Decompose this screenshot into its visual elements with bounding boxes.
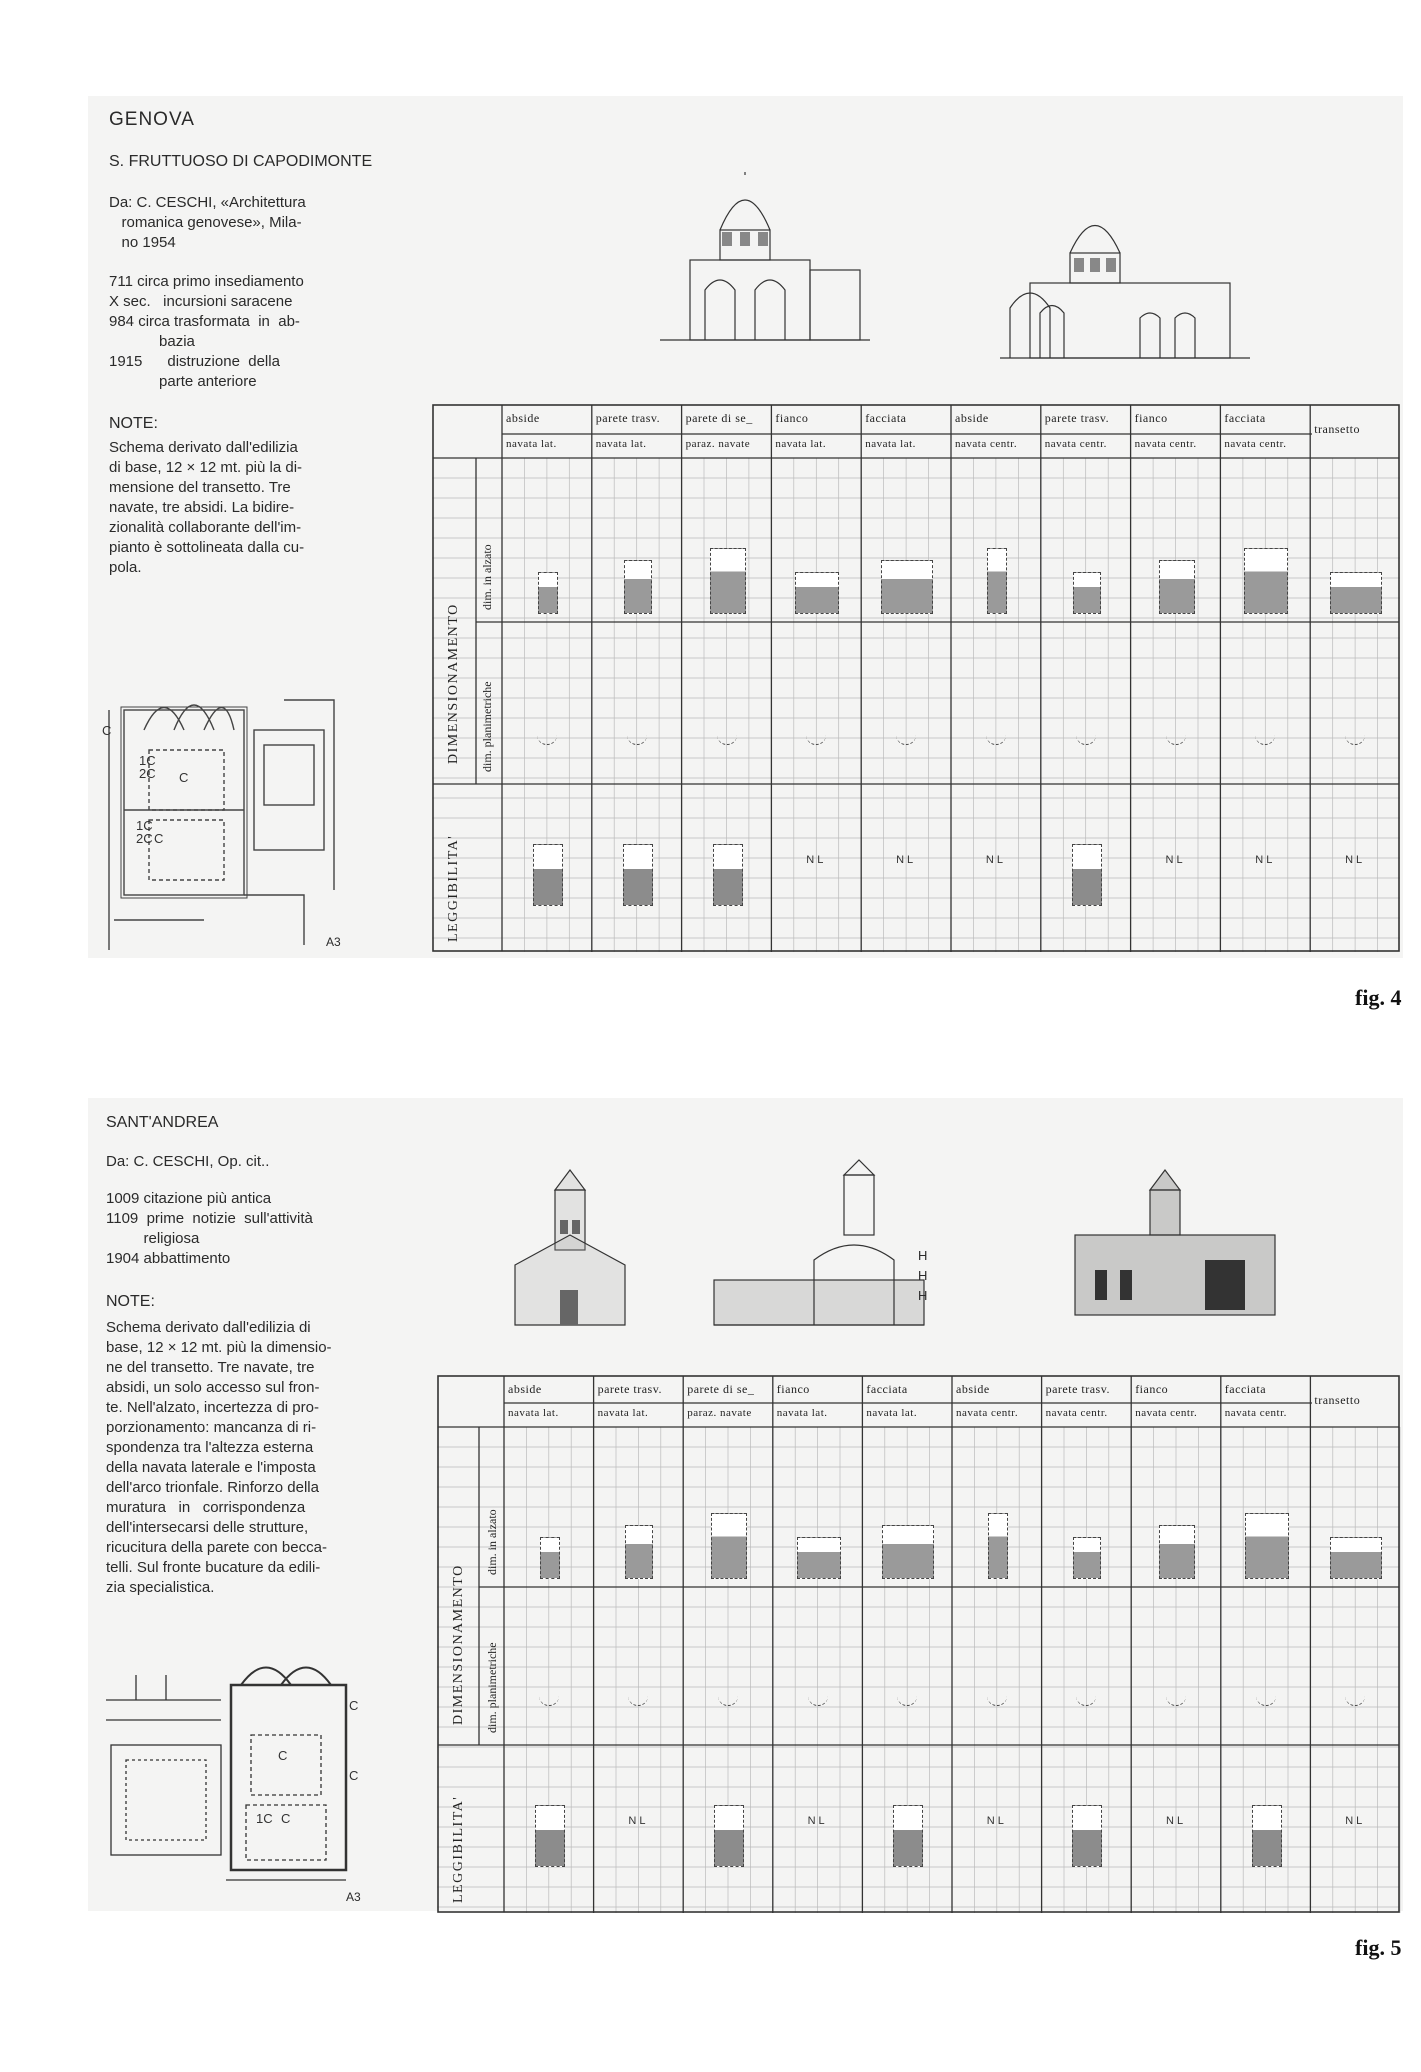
column-header-top: abside <box>508 1382 542 1396</box>
plan2-mark-c2: C <box>278 1748 288 1763</box>
elevation-drawing-right <box>1000 198 1250 368</box>
column-header-bottom: navata lat. <box>775 438 827 450</box>
elevation-glyph <box>1244 548 1288 614</box>
column-header-bottom: navata lat. <box>595 438 647 450</box>
row-label-legibility: LEGGIBILITA' <box>451 1795 466 1903</box>
plan-mark-2c: 2C <box>139 766 156 781</box>
row-label-dimensioning: DIMENSIONAMENTO <box>446 603 461 764</box>
column-header-top: parete trasv. <box>1044 411 1110 425</box>
column-header-bottom: navata centr. <box>1044 438 1107 450</box>
plan-mark-c3: C <box>154 831 164 846</box>
column-header-top: parete trasv. <box>1045 1382 1110 1396</box>
history-chronology: 711 circa primo insediamento X sec. incursioni saracene 984 circa trasformata in ab- bazia 1915 distruzione della parte anteriore <box>109 273 304 390</box>
elevation-glyph <box>988 1513 1008 1579</box>
church-title: S. FRUTTUOSO DI CAPODIMONTE <box>109 153 373 170</box>
history-chronology-2: 1009 citazione più antica 1109 prime notizie sull'attività religiosa 1904 abbattimento <box>106 1190 313 1267</box>
legibility-mark: NL <box>806 854 827 866</box>
elevation-glyph <box>795 572 839 614</box>
source-citation: Da: C. CESCHI, «Architettura romanica genovese», Mila- no 1954 <box>109 194 306 251</box>
figure-4-label: fig. 4 <box>1355 985 1402 1010</box>
legibility-glyph <box>623 844 653 906</box>
plan-reference-2: A3 <box>346 1890 361 1904</box>
elevation-mark-h1: H <box>918 1248 928 1263</box>
plan-mark-2c-b: 2C <box>136 831 153 846</box>
plan-mark-c1: C <box>102 723 112 738</box>
figure-5-label: fig. 5 <box>1355 1935 1402 1960</box>
legibility-glyph <box>1072 1805 1102 1867</box>
notes-text: Schema derivato dall'edilizia di base, 12 × 12 mt. più la di- mensione del transetto. Tre navate, tre absidi. La bidire- zionalità collaborante dell'im- pianto è sottolineata dalla cu- pola. <box>109 439 305 576</box>
column-header-top: abside <box>956 1382 990 1396</box>
elevation-glyph <box>1073 1537 1101 1579</box>
church-title-2: SANT'ANDREA <box>106 1114 219 1131</box>
row-label-plan: dim. planimetriche <box>485 1642 499 1733</box>
plan-reference: A3 <box>326 935 341 949</box>
column-header-top: facciata <box>1224 1382 1267 1396</box>
matrix-grid <box>432 404 1400 952</box>
analysis-matrix-fig4 <box>432 404 1400 952</box>
column-header-bottom: navata centr. <box>1224 438 1287 450</box>
plan-mark-1c: 1C <box>139 753 156 768</box>
column-header-bottom: navata lat. <box>865 438 916 450</box>
legibility-glyph <box>1252 1805 1282 1867</box>
column-header-top: abside <box>506 411 540 425</box>
elevation-mark-h2: H <box>918 1268 928 1283</box>
column-header-bottom: navata centr. <box>955 438 1018 450</box>
column-header-top: fianco <box>775 411 809 425</box>
elevation-glyph <box>987 548 1007 614</box>
column-header-bottom: navata centr. <box>1224 1407 1287 1419</box>
elevation-mark-h3: H <box>918 1288 928 1303</box>
elevation-glyph <box>1073 572 1101 614</box>
column-header-top: parete trasv. <box>597 1382 662 1396</box>
notes-title: NOTE: <box>109 415 158 432</box>
legibility-mark: NL <box>1345 854 1366 866</box>
row-label-elevation: dim. in alzato <box>485 1509 499 1575</box>
elevation-glyph <box>1159 1525 1195 1579</box>
column-header-bottom: navata lat. <box>508 1407 559 1419</box>
column-header-top: transetto <box>1314 1393 1361 1407</box>
elevation-glyph <box>1245 1513 1289 1579</box>
legibility-mark: NL <box>1165 854 1186 866</box>
legibility-glyph <box>893 1805 923 1867</box>
row-label-plan: dim. planimetriche <box>480 681 494 772</box>
column-header-top: facciata <box>866 1382 908 1396</box>
floor-plan-drawing <box>104 690 344 950</box>
column-header-bottom: navata lat. <box>776 1407 828 1419</box>
elevation-glyph <box>1330 1537 1382 1579</box>
column-header-top: parete di se_ <box>685 411 753 425</box>
column-header-top: transetto <box>1314 422 1361 436</box>
plan2-mark-c3: C <box>281 1811 291 1826</box>
city-title: GENOVA <box>109 109 195 130</box>
legibility-mark: NL <box>628 1815 649 1827</box>
elevation-drawing-2 <box>1075 1170 1275 1320</box>
column-header-top: parete trasv. <box>595 411 661 425</box>
legibility-mark: NL <box>896 854 917 866</box>
column-header-top: facciata <box>1224 411 1266 425</box>
elevation-glyph <box>538 572 558 614</box>
elevation-glyph <box>624 560 652 614</box>
plan-mark-1c-b: 1C <box>136 818 153 833</box>
column-header-bottom: navata centr. <box>1134 438 1197 450</box>
column-header-bottom: paraz. navate <box>687 1407 752 1419</box>
legibility-mark: NL <box>986 1815 1007 1827</box>
column-header-bottom: paraz. navate <box>685 438 751 450</box>
legibility-glyph <box>535 1805 565 1867</box>
legibility-mark: NL <box>807 1815 828 1827</box>
legibility-glyph <box>1072 844 1102 906</box>
column-header-bottom: navata centr. <box>956 1407 1019 1419</box>
row-label-elevation: dim. in alzato <box>480 544 494 610</box>
section-drawing-left <box>660 170 870 350</box>
elevation-glyph <box>710 548 746 614</box>
facade-drawing <box>500 1165 640 1330</box>
row-label-dimensioning: DIMENSIONAMENTO <box>451 1564 466 1725</box>
column-header-top: parete di se_ <box>687 1382 755 1396</box>
legibility-mark: NL <box>985 854 1006 866</box>
elevation-glyph <box>711 1513 747 1579</box>
plan2-mark-1c: 1C <box>256 1811 273 1826</box>
legibility-mark: NL <box>1166 1815 1187 1827</box>
column-header-bottom: navata centr. <box>1045 1407 1108 1419</box>
legibility-mark: NL <box>1345 1815 1366 1827</box>
elevation-glyph <box>540 1537 560 1579</box>
column-header-top: abside <box>955 411 989 425</box>
elevation-glyph <box>881 560 933 614</box>
analysis-matrix-fig5 <box>437 1375 1400 1913</box>
legibility-glyph <box>533 844 563 906</box>
elevation-glyph <box>1159 560 1195 614</box>
notes-title-2: NOTE: <box>106 1293 155 1310</box>
row-label-legibility: LEGGIBILITA' <box>446 834 461 942</box>
column-header-bottom: navata lat. <box>506 438 557 450</box>
elevation-glyph <box>1330 572 1382 614</box>
column-header-bottom: navata centr. <box>1135 1407 1198 1419</box>
source-citation-2: Da: C. CESCHI, Op. cit.. <box>106 1153 270 1170</box>
column-header-top: fianco <box>776 1382 810 1396</box>
elevation-glyph <box>625 1525 653 1579</box>
column-header-bottom: navata lat. <box>866 1407 918 1419</box>
plan2-mark-c1: C <box>349 1698 359 1713</box>
notes-text-2: Schema derivato dall'edilizia di base, 12 × 12 mt. più la dimensio- ne del transetto. Tre navate, tre absidi, un solo accesso sul fron- te. Nell'alzato, incertezza di pro- porzionamento: mancanza di ri- spondenza tra l'altezza esterna della navata laterale e l'imposta dell'arco trionfale. Rinforzo della muratura in corrispondenza dell'intersecarsi delle strutture, ricucitura della parete con becca- telli. Sul fronte bucature da edili- zia specialistica. <box>106 1319 332 1596</box>
legibility-glyph <box>714 1805 744 1867</box>
floor-plan-drawing-2 <box>106 1655 359 1895</box>
column-header-top: fianco <box>1134 411 1168 425</box>
elevation-glyph <box>882 1525 934 1579</box>
column-header-top: fianco <box>1135 1382 1169 1396</box>
column-header-top: facciata <box>865 411 907 425</box>
section-drawing-2 <box>714 1160 924 1330</box>
legibility-glyph <box>713 844 743 906</box>
column-header-bottom: navata lat. <box>597 1407 649 1419</box>
legibility-mark: NL <box>1255 854 1276 866</box>
plan2-mark-c4: C <box>349 1768 359 1783</box>
plan-mark-c2: C <box>179 770 189 785</box>
elevation-glyph <box>797 1537 841 1579</box>
